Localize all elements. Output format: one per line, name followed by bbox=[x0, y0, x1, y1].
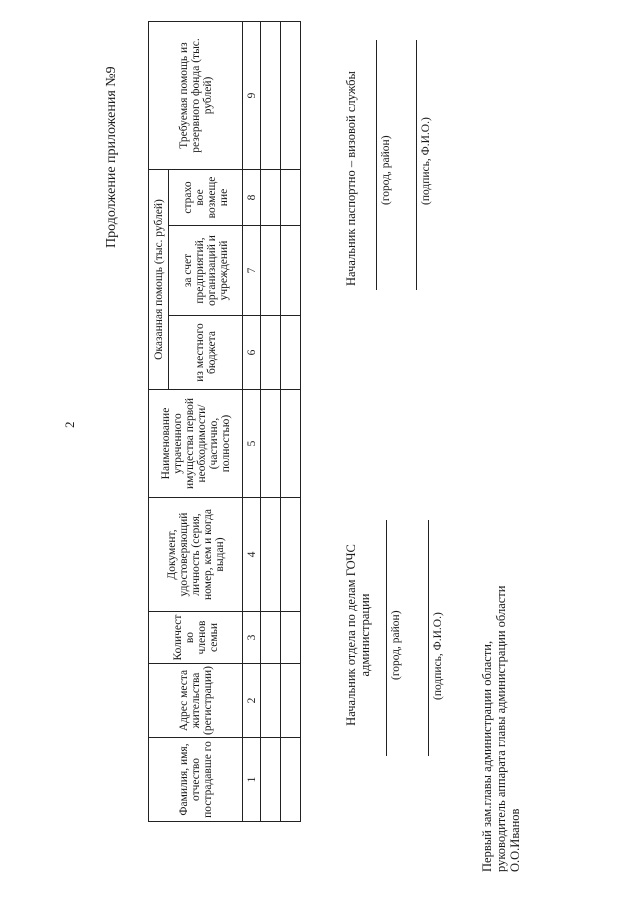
col-header-document: Документ, удостоверяющий личность (серия, номер, кем и когда выдан) bbox=[149, 498, 243, 612]
table-cell: 5 bbox=[243, 390, 261, 498]
table-row bbox=[261, 21, 281, 821]
gochs-title: Начальник отдела по делам ГОЧС администрации bbox=[344, 544, 372, 726]
gochs-sign-line bbox=[428, 520, 430, 756]
table-cell: 7 bbox=[243, 226, 261, 316]
gochs-sign-caption: (подпись, Ф.И.О.) bbox=[432, 612, 444, 700]
passport-sign-line bbox=[416, 40, 418, 290]
col-header-fio: Фамилия, имя, отчество пострадавше го bbox=[149, 738, 243, 822]
passport-city-line bbox=[376, 40, 378, 290]
table-cell: 3 bbox=[243, 612, 261, 664]
table-cell: 1 bbox=[243, 738, 261, 822]
table-cell: 6 bbox=[243, 316, 261, 390]
table-number-row bbox=[243, 21, 261, 821]
deputy-signature: Первый зам.главы администрации области, руководитель аппарата главы администрации области О.О.Иванов bbox=[480, 585, 522, 872]
victims-table bbox=[148, 22, 300, 822]
table-cell: 4 bbox=[243, 498, 261, 612]
col-header-aid-local: из местного бюджета bbox=[169, 316, 243, 390]
col-header-family: Количест во членов семьи bbox=[149, 612, 243, 664]
table-cell: 2 bbox=[243, 664, 261, 738]
table-row bbox=[281, 21, 301, 821]
passport-title: Начальник паспортно – визовой службы bbox=[344, 71, 358, 286]
col-header-aid-insurance: страхо вое возмеще ние bbox=[169, 169, 243, 225]
page-heading: Продолжение приложения №9 bbox=[104, 66, 119, 248]
col-header-address: Адрес места жительства (регистрации) bbox=[149, 664, 243, 738]
col-header-aid-enterprises: за счет предприятий, организаций и учреждений bbox=[169, 226, 243, 316]
col-header-property: Наименование утраченного имущества первой необходимости/ (частично, полностью) bbox=[149, 390, 243, 498]
passport-sign-caption: (подпись, Ф.И.О.) bbox=[420, 117, 432, 205]
table-cell: 8 bbox=[243, 169, 261, 225]
col-header-reserve: Требуемая помощь из резервного фонда (тыс. рублей) bbox=[149, 21, 243, 169]
gochs-city-line bbox=[386, 520, 388, 756]
page-number: 2 bbox=[62, 421, 77, 428]
col-header-aid-group: Оказанная помощь (тыс. рублей) bbox=[149, 169, 169, 389]
passport-city-caption: (город, район) bbox=[380, 135, 392, 205]
gochs-city-caption: (город, район) bbox=[390, 610, 402, 680]
table-cell: 9 bbox=[243, 21, 261, 169]
